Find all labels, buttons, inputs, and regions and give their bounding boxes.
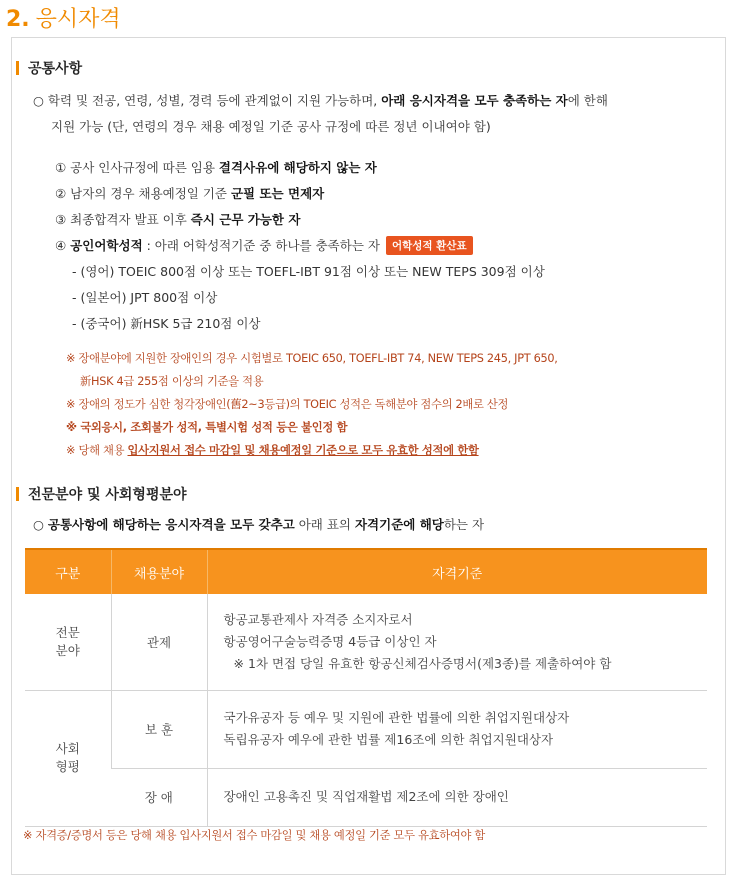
table-row: [25, 768, 707, 826]
common-heading-text: 공통사항: [28, 61, 83, 77]
note-3: ※ 국외응시, 조회불가 성적, 특별시험 성적 등은 불인정 함: [66, 421, 348, 434]
special-heading-text: 전문분야 및 사회형평분야: [28, 487, 187, 503]
common-item-1: ① 공사 인사규정에 따른 임용 결격사유에 해당하지 않는 자: [55, 160, 377, 175]
category-cell-special: 전문 분야: [25, 594, 111, 690]
note-1b: 新HSK 4급 255점 이상의 기준을 적용: [80, 375, 264, 388]
section-number: 2.: [6, 7, 30, 32]
criteria-cell-disability: 장애인 고용촉진 및 직업재활법 제2조에 의한 장애인: [207, 768, 707, 826]
heading-bar: [16, 487, 19, 501]
special-heading: [16, 484, 187, 504]
section-title: [6, 2, 121, 32]
common-item-2: ② 남자의 경우 채용예정일 기준 군필 또는 면제자: [55, 186, 325, 201]
common-heading: [16, 58, 82, 78]
heading-bar: [16, 61, 19, 75]
lang-item-english: - (영어) TOEIC 800점 이상 또는 TOEFL-IBT 91점 이상 또는 NEW TEPS 309점 이상: [72, 264, 545, 279]
qualification-table: [25, 548, 707, 827]
table-header-row: [25, 549, 707, 594]
header-field: 채용분야: [111, 549, 207, 594]
category-cell-social: 사회 형평: [25, 690, 111, 826]
note-4: ※ 당해 채용 입사지원서 접수 마감일 및 채용예정일 기준으로 모두 유효한 성적에 한함: [66, 444, 479, 457]
common-intro-line1: ○ 학력 및 전공, 연령, 성별, 경력 등에 관계없이 지원 가능하며, 아래 응시자격을 모두 충족하는 자에 한해: [33, 93, 608, 108]
common-intro-line2: 지원 가능 (단, 연령의 경우 채용 예정일 기준 공사 규정에 따른 정년 이내여야 함): [51, 119, 491, 134]
lang-item-chinese: - (중국어) 新HSK 5급 210점 이상: [72, 316, 261, 331]
lang-item-japanese: - (일본어) JPT 800점 이상: [72, 290, 218, 305]
common-item-3: ③ 최종합격자 발표 이후 즉시 근무 가능한 자: [55, 212, 301, 227]
table-row: [25, 594, 707, 690]
special-intro: ○ 공통사항에 해당하는 응시자격을 모두 갖추고 아래 표의 자격기준에 해당하는 자: [33, 517, 485, 532]
note-2: ※ 장애의 정도가 심한 청각장애인(舊2~3등급)의 TOEIC 성적은 독해분야 점수의 2배로 산정: [66, 398, 509, 411]
common-item-4: ④ 공인어학성적 : 아래 어학성적기준 중 하나를 충족하는 자 어학성적 환산표: [55, 236, 473, 255]
note-1a: ※ 장애분야에 지원한 장애인의 경우 시험별로 TOEIC 650, TOEFL-IBT 74, NEW TEPS 245, JPT 650,: [66, 352, 558, 365]
score-conversion-button[interactable]: 어학성적 환산표: [386, 236, 473, 255]
header-category: 구분: [25, 549, 111, 594]
table-row: [25, 690, 707, 768]
header-criteria: 자격기준: [207, 549, 707, 594]
field-cell-control: 관제: [111, 594, 207, 690]
footer-note: ※ 자격증/증명서 등은 당해 채용 입사지원서 접수 마감일 및 채용 예정일 기준 모두 유효하여야 함: [23, 829, 486, 842]
criteria-cell-control: 항공교통관제사 자격증 소지자로서 항공영어구술능력증명 4등급 이상인 자 ※ 1차 면접 당일 유효한 항공신체검사증명서(제3종)를 제출하여야 함: [207, 594, 707, 690]
field-cell-veterans: 보 훈: [111, 690, 207, 768]
criteria-cell-veterans: 국가유공자 등 예우 및 지원에 관한 법률에 의한 취업지원대상자 독립유공자 예우에 관한 법률 제16조에 의한 취업지원대상자: [207, 690, 707, 768]
field-cell-disability: 장 애: [111, 768, 207, 826]
section-heading: 응시자격: [35, 7, 121, 32]
